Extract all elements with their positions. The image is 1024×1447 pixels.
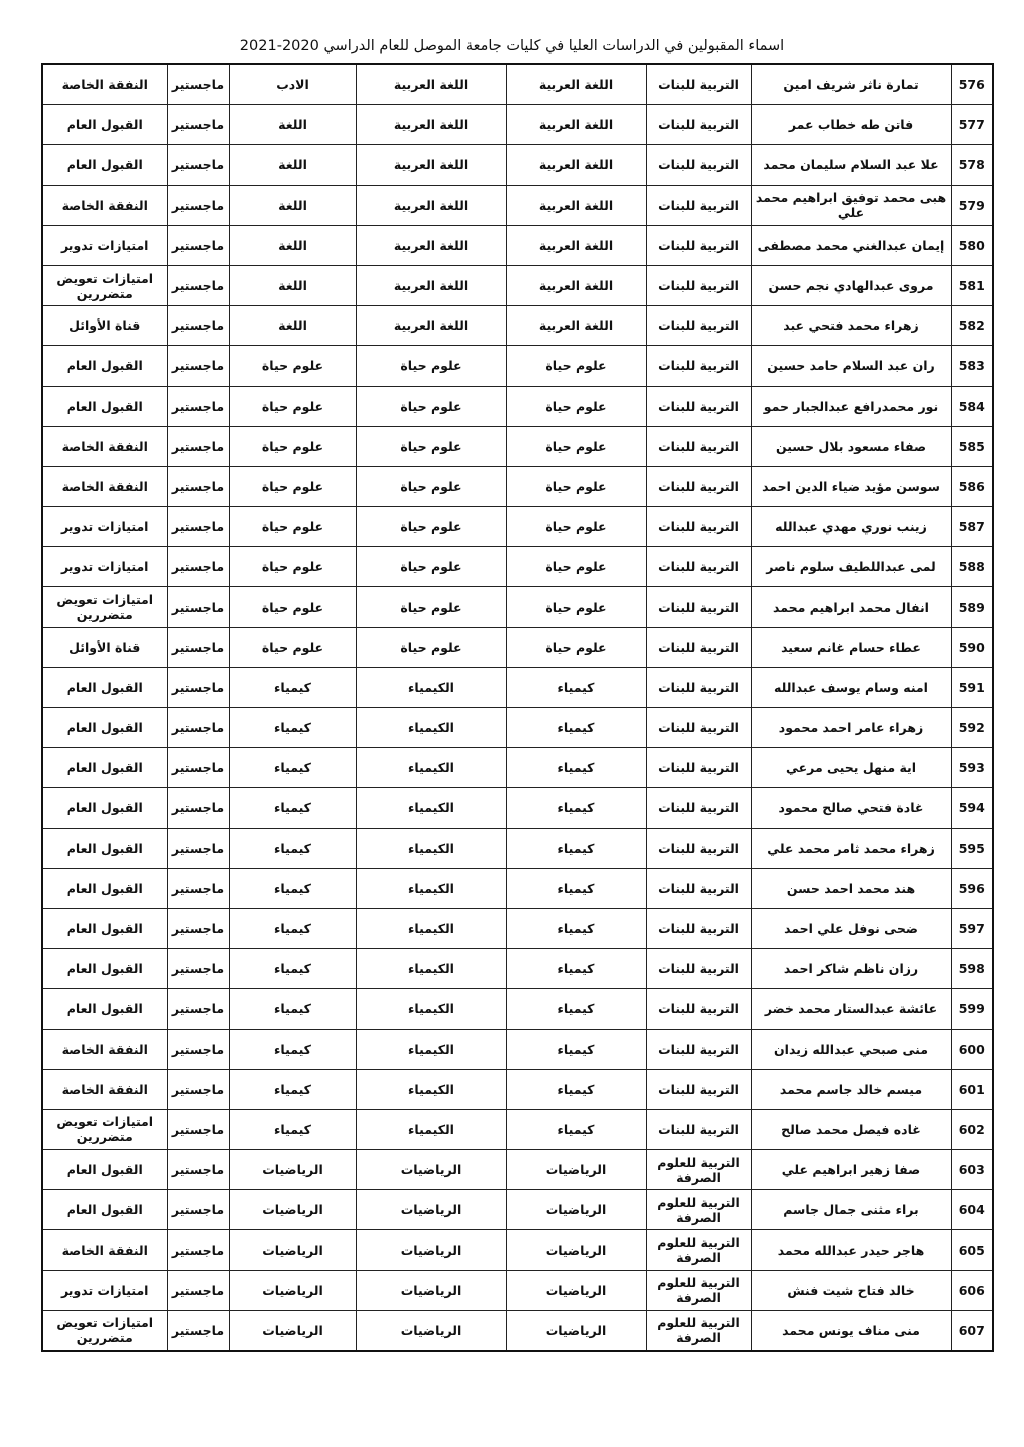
row-number-cell: 591 — [951, 667, 993, 707]
table-row — [42, 346, 993, 386]
general-specialization-cell: اللغة العربية — [356, 225, 506, 265]
student-name-cell: براء مثنى جمال جاسم — [751, 1190, 951, 1230]
student-name-cell: صفاء مسعود بلال حسين — [751, 426, 951, 466]
department-cell: علوم حياة — [506, 507, 646, 547]
table-row — [42, 426, 993, 466]
admission-channel-cell: القبول العام — [42, 868, 167, 908]
row-number-cell: 576 — [951, 64, 993, 105]
department-cell: اللغة العربية — [506, 64, 646, 105]
college-cell: التربية للبنات — [646, 346, 751, 386]
student-name-cell: هبى محمد توفيق ابراهيم محمد علي — [751, 185, 951, 225]
department-cell: كيمياء — [506, 949, 646, 989]
specific-specialization-cell: اللغة — [229, 105, 356, 145]
specific-specialization-cell: كيمياء — [229, 1109, 356, 1149]
college-cell: التربية للبنات — [646, 1029, 751, 1069]
admission-channel-cell: النفقة الخاصة — [42, 1230, 167, 1270]
general-specialization-cell: الكيمياء — [356, 667, 506, 707]
specific-specialization-cell: الادب — [229, 64, 356, 105]
general-specialization-cell: اللغة العربية — [356, 105, 506, 145]
table-row — [42, 547, 993, 587]
degree-cell: ماجستير — [167, 1029, 229, 1069]
department-cell: كيمياء — [506, 828, 646, 868]
degree-cell: ماجستير — [167, 1109, 229, 1149]
row-number-cell: 601 — [951, 1069, 993, 1109]
specific-specialization-cell: علوم حياة — [229, 507, 356, 547]
department-cell: الرياضيات — [506, 1150, 646, 1190]
row-number-cell: 582 — [951, 306, 993, 346]
specific-specialization-cell: علوم حياة — [229, 386, 356, 426]
general-specialization-cell: الرياضيات — [356, 1270, 506, 1310]
student-name-cell: عطاء حسام غانم سعيد — [751, 627, 951, 667]
admission-channel-cell: امتيازات تعويض متضررين — [42, 1109, 167, 1149]
table-row — [42, 828, 993, 868]
table-row — [42, 306, 993, 346]
specific-specialization-cell: علوم حياة — [229, 627, 356, 667]
degree-cell: ماجستير — [167, 1190, 229, 1230]
college-cell: التربية للعلوم الصرفة — [646, 1150, 751, 1190]
general-specialization-cell: الكيمياء — [356, 748, 506, 788]
degree-cell: ماجستير — [167, 908, 229, 948]
table-row — [42, 105, 993, 145]
admission-channel-cell: النفقة الخاصة — [42, 185, 167, 225]
college-cell: التربية للبنات — [646, 667, 751, 707]
college-cell: التربية للعلوم الصرفة — [646, 1270, 751, 1310]
college-cell: التربية للبنات — [646, 748, 751, 788]
row-number-cell: 588 — [951, 547, 993, 587]
specific-specialization-cell: الرياضيات — [229, 1310, 356, 1351]
department-cell: اللغة العربية — [506, 225, 646, 265]
general-specialization-cell: الرياضيات — [356, 1150, 506, 1190]
general-specialization-cell: الكيمياء — [356, 868, 506, 908]
general-specialization-cell: علوم حياة — [356, 627, 506, 667]
general-specialization-cell: الرياضيات — [356, 1310, 506, 1351]
general-specialization-cell: علوم حياة — [356, 346, 506, 386]
general-specialization-cell: الرياضيات — [356, 1230, 506, 1270]
specific-specialization-cell: الرياضيات — [229, 1270, 356, 1310]
admission-channel-cell: القبول العام — [42, 105, 167, 145]
table-row — [42, 627, 993, 667]
department-cell: اللغة العربية — [506, 145, 646, 185]
degree-cell: ماجستير — [167, 1069, 229, 1109]
document-title: اسماء المقبولين في الدراسات العليا في كليات جامعة الموصل للعام الدراسي 2020-2021 — [239, 38, 785, 54]
specific-specialization-cell: كيمياء — [229, 908, 356, 948]
specific-specialization-cell: الرياضيات — [229, 1150, 356, 1190]
admission-channel-cell: القبول العام — [42, 386, 167, 426]
table-row — [42, 386, 993, 426]
degree-cell: ماجستير — [167, 949, 229, 989]
row-number-cell: 577 — [951, 105, 993, 145]
admission-channel-cell: قناة الأوائل — [42, 627, 167, 667]
row-number-cell: 597 — [951, 908, 993, 948]
specific-specialization-cell: علوم حياة — [229, 346, 356, 386]
admission-channel-cell: امتيازات تدوير — [42, 1270, 167, 1310]
table-row — [42, 466, 993, 506]
row-number-cell: 584 — [951, 386, 993, 426]
college-cell: التربية للبنات — [646, 225, 751, 265]
general-specialization-cell: علوم حياة — [356, 507, 506, 547]
college-cell: التربية للبنات — [646, 627, 751, 667]
general-specialization-cell: اللغة العربية — [356, 265, 506, 305]
table-row — [42, 145, 993, 185]
table-row — [42, 989, 993, 1029]
general-specialization-cell: اللغة العربية — [356, 306, 506, 346]
admission-channel-cell: النفقة الخاصة — [42, 466, 167, 506]
college-cell: التربية للبنات — [646, 868, 751, 908]
admission-channel-cell: النفقة الخاصة — [42, 1029, 167, 1069]
admission-channel-cell: النفقة الخاصة — [42, 426, 167, 466]
degree-cell: ماجستير — [167, 828, 229, 868]
table-row — [42, 185, 993, 225]
college-cell: التربية للبنات — [646, 507, 751, 547]
specific-specialization-cell: كيمياء — [229, 667, 356, 707]
table-row — [42, 1109, 993, 1149]
student-name-cell: خالد فتاح شيت فنش — [751, 1270, 951, 1310]
college-cell: التربية للعلوم الصرفة — [646, 1190, 751, 1230]
degree-cell: ماجستير — [167, 547, 229, 587]
college-cell: التربية للبنات — [646, 466, 751, 506]
table-row — [42, 265, 993, 305]
row-number-cell: 605 — [951, 1230, 993, 1270]
department-cell: علوم حياة — [506, 627, 646, 667]
college-cell: التربية للبنات — [646, 587, 751, 627]
table-row — [42, 1069, 993, 1109]
department-cell: كيمياء — [506, 868, 646, 908]
general-specialization-cell: اللغة العربية — [356, 145, 506, 185]
row-number-cell: 590 — [951, 627, 993, 667]
department-cell: علوم حياة — [506, 587, 646, 627]
specific-specialization-cell: اللغة — [229, 145, 356, 185]
student-name-cell: زينب نوري مهدي عبدالله — [751, 507, 951, 547]
admission-channel-cell: امتيازات تعويض متضررين — [42, 1310, 167, 1351]
admission-channel-cell: قناة الأوائل — [42, 306, 167, 346]
admission-channel-cell: القبول العام — [42, 908, 167, 948]
department-cell: علوم حياة — [506, 547, 646, 587]
college-cell: التربية للبنات — [646, 105, 751, 145]
department-cell: اللغة العربية — [506, 185, 646, 225]
row-number-cell: 586 — [951, 466, 993, 506]
college-cell: التربية للبنات — [646, 989, 751, 1029]
table-row — [42, 748, 993, 788]
department-cell: كيمياء — [506, 1029, 646, 1069]
degree-cell: ماجستير — [167, 1310, 229, 1351]
student-name-cell: اية منهل يحيى مرعي — [751, 748, 951, 788]
college-cell: التربية للبنات — [646, 1069, 751, 1109]
specific-specialization-cell: كيمياء — [229, 1029, 356, 1069]
department-cell: اللغة العربية — [506, 265, 646, 305]
general-specialization-cell: علوم حياة — [356, 466, 506, 506]
general-specialization-cell: اللغة العربية — [356, 185, 506, 225]
college-cell: التربية للعلوم الصرفة — [646, 1230, 751, 1270]
admission-channel-cell: امتيازات تعويض متضررين — [42, 265, 167, 305]
admission-channel-cell: القبول العام — [42, 1190, 167, 1230]
specific-specialization-cell: علوم حياة — [229, 587, 356, 627]
specific-specialization-cell: اللغة — [229, 265, 356, 305]
admissions-table — [41, 63, 994, 1352]
specific-specialization-cell: علوم حياة — [229, 426, 356, 466]
admission-channel-cell: القبول العام — [42, 145, 167, 185]
student-name-cell: رزان ناظم شاكر احمد — [751, 949, 951, 989]
general-specialization-cell: الكيمياء — [356, 908, 506, 948]
degree-cell: ماجستير — [167, 386, 229, 426]
table-row — [42, 1029, 993, 1069]
table-row — [42, 64, 993, 105]
row-number-cell: 596 — [951, 868, 993, 908]
student-name-cell: فاتن طه خطاب عمر — [751, 105, 951, 145]
admission-channel-cell: القبول العام — [42, 1150, 167, 1190]
row-number-cell: 599 — [951, 989, 993, 1029]
general-specialization-cell: علوم حياة — [356, 547, 506, 587]
table-row — [42, 1230, 993, 1270]
general-specialization-cell: الكيمياء — [356, 1109, 506, 1149]
student-name-cell: عائشة عبدالستار محمد خضر — [751, 989, 951, 1029]
student-name-cell: غادة فتحي صالح محمود — [751, 788, 951, 828]
general-specialization-cell: الكيمياء — [356, 788, 506, 828]
department-cell: الرياضيات — [506, 1270, 646, 1310]
admission-channel-cell: القبول العام — [42, 667, 167, 707]
table-row — [42, 1270, 993, 1310]
table-row — [42, 1190, 993, 1230]
table-row — [42, 788, 993, 828]
admission-channel-cell: القبول العام — [42, 989, 167, 1029]
degree-cell: ماجستير — [167, 306, 229, 346]
specific-specialization-cell: كيمياء — [229, 708, 356, 748]
college-cell: التربية للبنات — [646, 386, 751, 426]
department-cell: الرياضيات — [506, 1310, 646, 1351]
row-number-cell: 579 — [951, 185, 993, 225]
department-cell: علوم حياة — [506, 426, 646, 466]
department-cell: علوم حياة — [506, 346, 646, 386]
student-name-cell: مروى عبدالهادي نجم حسن — [751, 265, 951, 305]
student-name-cell: زهراء محمد فتحي عبد — [751, 306, 951, 346]
row-number-cell: 583 — [951, 346, 993, 386]
student-name-cell: غاده فيصل محمد صالح — [751, 1109, 951, 1149]
degree-cell: ماجستير — [167, 346, 229, 386]
row-number-cell: 587 — [951, 507, 993, 547]
student-name-cell: إيمان عبدالغني محمد مصطفى — [751, 225, 951, 265]
college-cell: التربية للبنات — [646, 64, 751, 105]
department-cell: علوم حياة — [506, 386, 646, 426]
row-number-cell: 607 — [951, 1310, 993, 1351]
college-cell: التربية للبنات — [646, 547, 751, 587]
department-cell: كيمياء — [506, 989, 646, 1029]
student-name-cell: ضحى نوفل علي احمد — [751, 908, 951, 948]
row-number-cell: 585 — [951, 426, 993, 466]
general-specialization-cell: علوم حياة — [356, 587, 506, 627]
degree-cell: ماجستير — [167, 426, 229, 466]
admission-channel-cell: امتيازات تدوير — [42, 507, 167, 547]
specific-specialization-cell: اللغة — [229, 225, 356, 265]
admission-channel-cell: القبول العام — [42, 949, 167, 989]
degree-cell: ماجستير — [167, 1150, 229, 1190]
student-name-cell: سوسن مؤيد ضياء الدين احمد — [751, 466, 951, 506]
department-cell: كيمياء — [506, 1069, 646, 1109]
college-cell: التربية للبنات — [646, 306, 751, 346]
degree-cell: ماجستير — [167, 868, 229, 908]
table-row — [42, 868, 993, 908]
degree-cell: ماجستير — [167, 225, 229, 265]
row-number-cell: 593 — [951, 748, 993, 788]
specific-specialization-cell: كيمياء — [229, 1069, 356, 1109]
student-name-cell: لمى عبداللطيف سلوم ناصر — [751, 547, 951, 587]
college-cell: التربية للبنات — [646, 828, 751, 868]
student-name-cell: نور محمدرافع عبدالجبار حمو — [751, 386, 951, 426]
row-number-cell: 598 — [951, 949, 993, 989]
department-cell: اللغة العربية — [506, 306, 646, 346]
admission-channel-cell: القبول العام — [42, 788, 167, 828]
general-specialization-cell: علوم حياة — [356, 426, 506, 466]
college-cell: التربية للبنات — [646, 145, 751, 185]
table-row — [42, 708, 993, 748]
general-specialization-cell: الكيمياء — [356, 828, 506, 868]
student-name-cell: انفال محمد ابراهيم محمد — [751, 587, 951, 627]
general-specialization-cell: علوم حياة — [356, 386, 506, 426]
student-name-cell: هند محمد احمد حسن — [751, 868, 951, 908]
general-specialization-cell: الرياضيات — [356, 1190, 506, 1230]
specific-specialization-cell: كيمياء — [229, 748, 356, 788]
row-number-cell: 594 — [951, 788, 993, 828]
college-cell: التربية للبنات — [646, 788, 751, 828]
admission-channel-cell: القبول العام — [42, 346, 167, 386]
degree-cell: ماجستير — [167, 265, 229, 305]
specific-specialization-cell: اللغة — [229, 306, 356, 346]
general-specialization-cell: الكيمياء — [356, 1069, 506, 1109]
admission-channel-cell: القبول العام — [42, 828, 167, 868]
department-cell: كيمياء — [506, 788, 646, 828]
degree-cell: ماجستير — [167, 1230, 229, 1270]
specific-specialization-cell: علوم حياة — [229, 466, 356, 506]
department-cell: كيمياء — [506, 667, 646, 707]
table-row — [42, 1310, 993, 1351]
table-row — [42, 225, 993, 265]
row-number-cell: 595 — [951, 828, 993, 868]
table-row — [42, 507, 993, 547]
table-row — [42, 667, 993, 707]
student-name-cell: تمارة ناثر شريف امين — [751, 64, 951, 105]
table-row — [42, 587, 993, 627]
row-number-cell: 580 — [951, 225, 993, 265]
specific-specialization-cell: كيمياء — [229, 989, 356, 1029]
row-number-cell: 603 — [951, 1150, 993, 1190]
student-name-cell: زهراء محمد ثامر محمد علي — [751, 828, 951, 868]
admission-channel-cell: امتيازات تعويض متضررين — [42, 587, 167, 627]
student-name-cell: منى مناف يونس محمد — [751, 1310, 951, 1351]
row-number-cell: 600 — [951, 1029, 993, 1069]
department-cell: الرياضيات — [506, 1190, 646, 1230]
student-name-cell: منى صبحي عبدالله زيدان — [751, 1029, 951, 1069]
student-name-cell: صفا زهير ابراهيم علي — [751, 1150, 951, 1190]
degree-cell: ماجستير — [167, 185, 229, 225]
general-specialization-cell: الكيمياء — [356, 989, 506, 1029]
college-cell: التربية للبنات — [646, 265, 751, 305]
department-cell: علوم حياة — [506, 466, 646, 506]
college-cell: التربية للعلوم الصرفة — [646, 1310, 751, 1351]
admission-channel-cell: القبول العام — [42, 708, 167, 748]
admission-channel-cell: النفقة الخاصة — [42, 1069, 167, 1109]
specific-specialization-cell: كيمياء — [229, 788, 356, 828]
student-name-cell: هاجر حيدر عبدالله محمد — [751, 1230, 951, 1270]
degree-cell: ماجستير — [167, 64, 229, 105]
degree-cell: ماجستير — [167, 587, 229, 627]
general-specialization-cell: الكيمياء — [356, 708, 506, 748]
degree-cell: ماجستير — [167, 667, 229, 707]
row-number-cell: 604 — [951, 1190, 993, 1230]
college-cell: التربية للبنات — [646, 426, 751, 466]
department-cell: كيمياء — [506, 748, 646, 788]
specific-specialization-cell: كيمياء — [229, 828, 356, 868]
college-cell: التربية للبنات — [646, 708, 751, 748]
specific-specialization-cell: الرياضيات — [229, 1230, 356, 1270]
degree-cell: ماجستير — [167, 748, 229, 788]
degree-cell: ماجستير — [167, 989, 229, 1029]
degree-cell: ماجستير — [167, 627, 229, 667]
student-name-cell: ران عبد السلام حامد حسين — [751, 346, 951, 386]
degree-cell: ماجستير — [167, 145, 229, 185]
college-cell: التربية للبنات — [646, 908, 751, 948]
student-name-cell: زهراء عامر احمد محمود — [751, 708, 951, 748]
table-row — [42, 949, 993, 989]
specific-specialization-cell: علوم حياة — [229, 547, 356, 587]
degree-cell: ماجستير — [167, 1270, 229, 1310]
department-cell: كيمياء — [506, 708, 646, 748]
admission-channel-cell: امتيازات تدوير — [42, 225, 167, 265]
degree-cell: ماجستير — [167, 466, 229, 506]
row-number-cell: 602 — [951, 1109, 993, 1149]
college-cell: التربية للبنات — [646, 185, 751, 225]
degree-cell: ماجستير — [167, 507, 229, 547]
general-specialization-cell: الكيمياء — [356, 949, 506, 989]
row-number-cell: 606 — [951, 1270, 993, 1310]
table-row — [42, 908, 993, 948]
admission-channel-cell: النفقة الخاصة — [42, 64, 167, 105]
admission-channel-cell: القبول العام — [42, 748, 167, 788]
department-cell: الرياضيات — [506, 1230, 646, 1270]
college-cell: التربية للبنات — [646, 949, 751, 989]
department-cell: كيمياء — [506, 1109, 646, 1149]
row-number-cell: 589 — [951, 587, 993, 627]
specific-specialization-cell: اللغة — [229, 185, 356, 225]
student-name-cell: علا عبد السلام سليمان محمد — [751, 145, 951, 185]
specific-specialization-cell: كيمياء — [229, 949, 356, 989]
department-cell: اللغة العربية — [506, 105, 646, 145]
general-specialization-cell: الكيمياء — [356, 1029, 506, 1069]
row-number-cell: 578 — [951, 145, 993, 185]
degree-cell: ماجستير — [167, 105, 229, 145]
specific-specialization-cell: الرياضيات — [229, 1190, 356, 1230]
row-number-cell: 581 — [951, 265, 993, 305]
college-cell: التربية للبنات — [646, 1109, 751, 1149]
table-row — [42, 1150, 993, 1190]
degree-cell: ماجستير — [167, 788, 229, 828]
department-cell: كيمياء — [506, 908, 646, 948]
specific-specialization-cell: كيمياء — [229, 868, 356, 908]
student-name-cell: ميسم خالد جاسم محمد — [751, 1069, 951, 1109]
general-specialization-cell: اللغة العربية — [356, 64, 506, 105]
student-name-cell: امنه وسام يوسف عبدالله — [751, 667, 951, 707]
admission-channel-cell: امتيازات تدوير — [42, 547, 167, 587]
degree-cell: ماجستير — [167, 708, 229, 748]
row-number-cell: 592 — [951, 708, 993, 748]
